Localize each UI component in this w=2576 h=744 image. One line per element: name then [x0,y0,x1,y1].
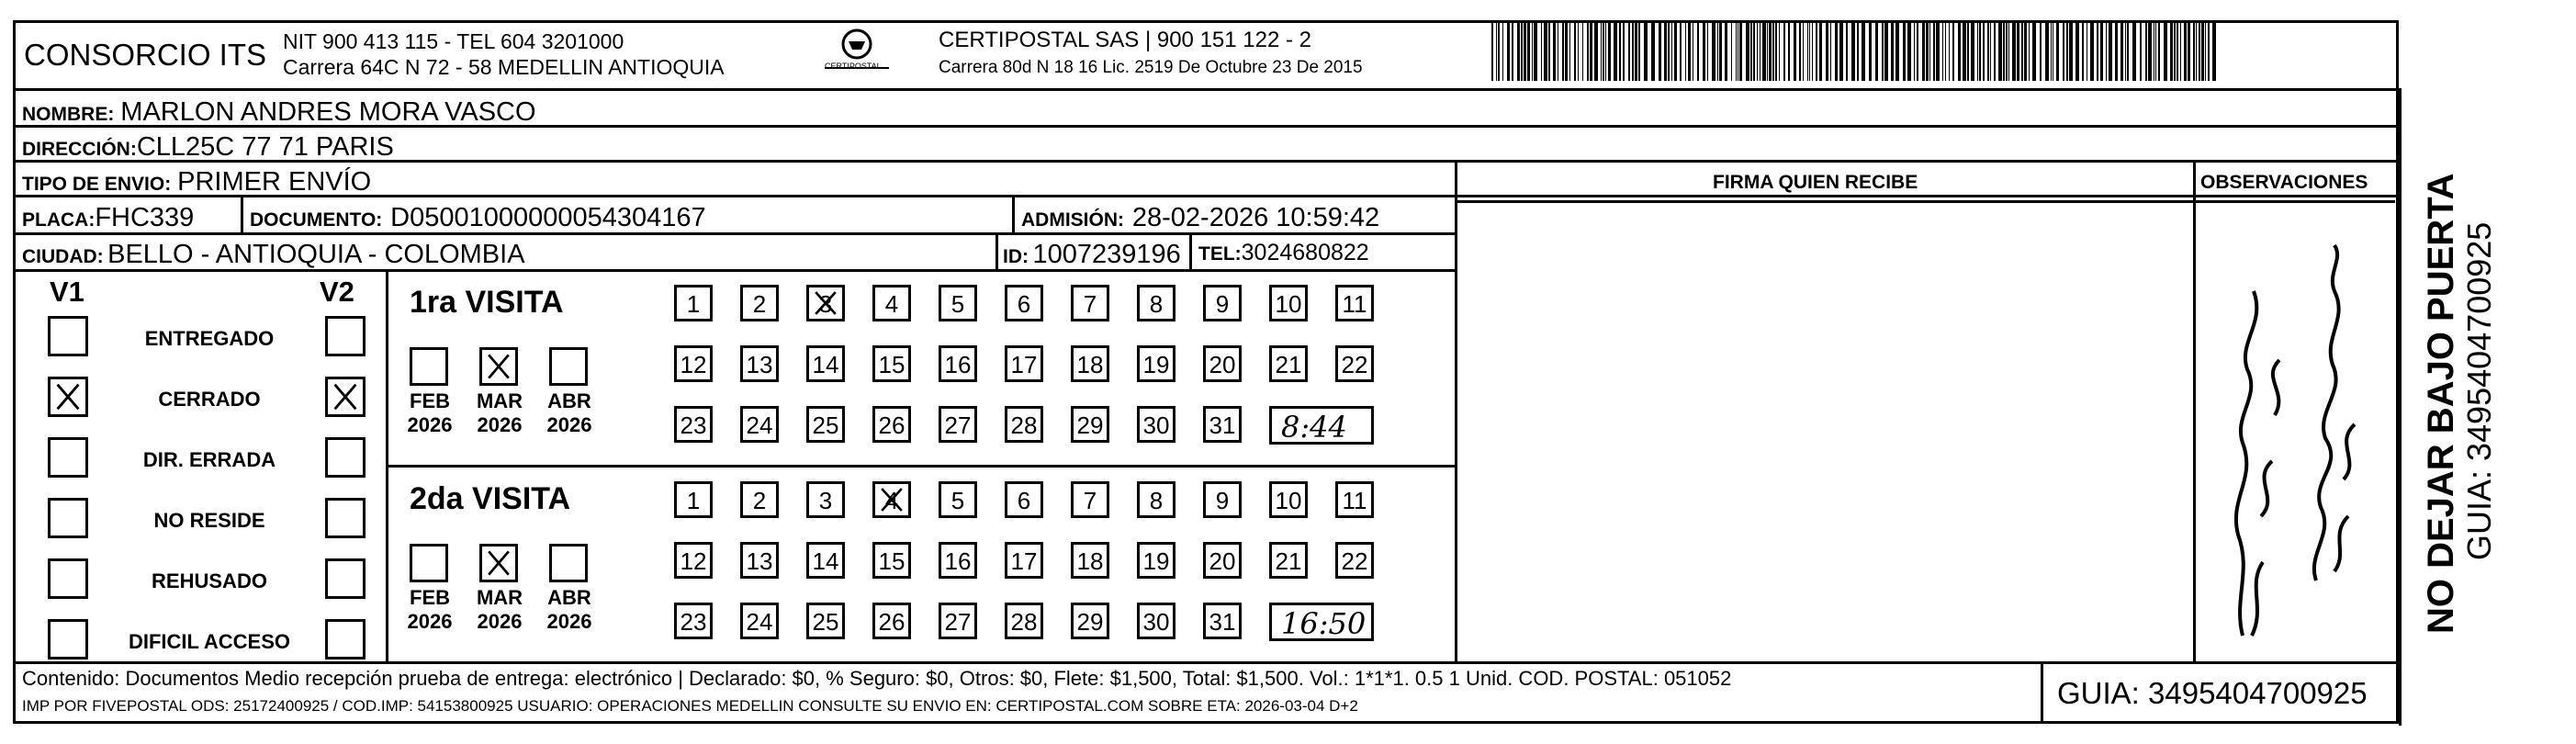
footer-guia: GUIA: 3495404700925 [2057,676,2368,710]
status-v1-checkbox[interactable] [48,316,88,356]
visit-day-box[interactable]: 15 [872,345,911,382]
visit-month-year: 2026 [546,610,592,633]
visit-day-box[interactable]: 12 [674,542,713,579]
visit-month-year: 2026 [407,413,453,436]
direccion-value: CLL25C 77 71 PARIS [136,132,394,162]
tipo-label: TIPO DE ENVIO: [22,174,172,195]
visit-day-box[interactable]: 27 [939,603,977,639]
visit-day-box[interactable]: 20 [1203,345,1242,382]
status-v2-checkbox[interactable] [325,619,366,659]
visit-month-name: FEB [410,389,450,412]
visit-title: 1ra VISITA [410,285,564,320]
visit-month-year: 2026 [407,610,453,633]
visit-day-box[interactable]: 4 [872,481,911,518]
visit-day-box[interactable]: 6 [1005,481,1043,518]
visit-month-checkbox[interactable] [479,544,518,582]
status-label: DIR. ERRADA [142,448,276,471]
visit-day-box[interactable]: 7 [1071,285,1109,321]
logo-text: CERTIPOSTAL [825,62,882,71]
visit-day-box[interactable]: 21 [1269,542,1308,579]
visit-day-box[interactable]: 2 [740,285,779,321]
visit-day-box[interactable]: 28 [1005,406,1043,443]
visit-day-box[interactable]: 29 [1071,603,1109,639]
visit-day-box[interactable]: 23 [674,406,713,443]
visit-time-box[interactable] [1269,406,1374,445]
visit-day-box[interactable]: 5 [939,481,977,518]
visit-day-box[interactable]: 17 [1005,345,1043,382]
visit-month-checkbox[interactable] [410,544,448,582]
visit-day-box[interactable]: 26 [872,406,911,443]
status-v2-checkbox[interactable] [325,437,366,478]
company-name: CONSORCIO ITS [24,38,267,72]
visit-month-checkbox[interactable] [479,347,518,386]
visit-day-box[interactable]: 30 [1137,603,1176,639]
visit-month-name: MAR [476,586,523,609]
nombre-value: MARLON ANDRES MORA VASCO [120,97,536,127]
direccion-label: DIRECCIÓN: [22,139,137,160]
carrier-address: Carrera 80d N 18 16 Lic. 2519 De Octubre 23 De 2015 [939,58,1363,77]
id-value: 1007239196 [1032,240,1181,269]
side-warning: NO DEJAR BAJO PUERTA [2421,173,2461,634]
placa-value: FHC339 [95,203,195,232]
visit-title: 2da VISITA [410,481,571,516]
status-label: NO RESIDE [153,509,265,532]
visit-day-box[interactable]: 27 [939,406,977,443]
visit-day-box[interactable]: 1 [674,285,713,321]
visit-month-name: ABR [547,586,591,609]
visit-time: 8:44 [1281,410,1347,445]
tel-label: TEL: [1198,243,1242,265]
visit-day-box[interactable]: 19 [1137,345,1176,382]
visit-day-box[interactable]: 29 [1071,406,1109,443]
carrier-line: CERTIPOSTAL SAS | 900 151 122 - 2 [939,28,1311,52]
visit-time: 16:50 [1281,606,1367,641]
status-v2-checkbox[interactable] [325,316,366,356]
visit-day-box[interactable]: 30 [1137,406,1176,443]
status-v2-checkbox[interactable] [325,498,366,538]
visit-day-box[interactable]: 13 [740,345,779,382]
visit-day-box[interactable]: 22 [1335,542,1374,579]
company-address: Carrera 64C N 72 - 58 MEDELLIN ANTIOQUIA [283,55,725,79]
visit-day-box[interactable]: 24 [740,603,779,639]
visit-day-box[interactable]: 10 [1269,481,1308,518]
visit-day-box[interactable]: 10 [1269,285,1308,321]
admision-value: 28-02-2026 10:59:42 [1131,203,1380,232]
status-v2-checkbox[interactable] [325,558,366,599]
visit-day-box[interactable]: 24 [740,406,779,443]
visit-day-box[interactable]: 25 [806,603,845,639]
visit-day-box[interactable]: 5 [939,285,977,321]
visit-day-box[interactable]: 16 [939,345,977,382]
visit-day-box[interactable]: 21 [1269,345,1308,382]
status-v2-checkbox[interactable] [325,377,366,417]
ciudad-label: CIUDAD: [22,246,104,267]
visit-day-box[interactable]: 13 [740,542,779,579]
visit-month-name: FEB [410,586,450,609]
visit-day-box[interactable]: 8 [1137,285,1176,321]
visit-day-box[interactable]: 23 [674,603,713,639]
visit-day-box[interactable]: 14 [806,345,845,382]
documento-value: D05001000000054304167 [390,203,706,232]
side-guia: GUIA: 3495404700925 [2460,221,2498,560]
visit-day-box[interactable]: 4 [872,285,911,321]
visit-day-box[interactable]: 18 [1071,542,1109,579]
visit-day-box[interactable]: 9 [1203,481,1242,518]
visit-day-box[interactable]: 14 [806,542,845,579]
status-label: DIFICIL ACCESO [128,630,290,653]
visit-day-box[interactable]: 31 [1203,406,1242,443]
id-label: ID: [1003,246,1029,267]
footer-imp: IMP POR FIVEPOSTAL ODS: 25172400925 / COD.IMP: 54153800925 USUARIO: OPERACIONES MEDELLIN CONSULTE SU ENVIO EN: CERTIPOSTAL.COM SOBRE ETA: 2026-03-04 D+2 [22,697,1358,715]
visit-month-name: ABR [547,389,591,412]
company-nit: NIT 900 413 115 - TEL 604 3201000 [283,29,624,53]
visit-day-box[interactable]: 3 [806,481,845,518]
visit-day-box[interactable]: 20 [1203,542,1242,579]
visit-month-checkbox[interactable] [549,544,588,582]
status-v1-checkbox[interactable] [48,437,88,478]
visit-day-box[interactable]: 11 [1335,285,1374,321]
status-v1-checkbox[interactable] [48,619,88,659]
tel-value: 3024680822 [1241,240,1369,265]
visit-day-box[interactable]: 28 [1005,603,1043,639]
barcode [1491,22,2217,81]
status-label: ENTREGADO [144,327,275,350]
visit-month-year: 2026 [477,413,523,436]
visit-day-box[interactable]: 19 [1137,542,1176,579]
visit-time-box[interactable] [1269,603,1374,641]
visit-day-box[interactable]: 15 [872,542,911,579]
v1-label: V1 [50,276,84,308]
visit-day-box[interactable]: 25 [806,406,845,443]
v2-label: V2 [320,276,354,308]
firma-header: FIRMA QUIEN RECIBE [1713,172,1918,193]
visit-day-box[interactable]: 17 [1005,542,1043,579]
certipostal-logo [816,26,898,79]
visit-day-box[interactable]: 31 [1203,603,1242,639]
visit-month-checkbox[interactable] [549,347,588,386]
visit-day-box[interactable]: 16 [939,542,977,579]
admision-label: ADMISIÓN: [1021,209,1124,231]
status-label: CERRADO [158,388,261,411]
visit-day-box[interactable]: 18 [1071,345,1109,382]
visit-day-box[interactable]: 9 [1203,285,1242,321]
status-label: REHUSADO [152,569,267,592]
visit-month-year: 2026 [477,610,523,633]
visit-day-box[interactable]: 22 [1335,345,1374,382]
observaciones-handwriting [2197,204,2397,659]
visit-day-box[interactable]: 3 [806,285,845,321]
visit-day-box[interactable]: 8 [1137,481,1176,518]
visit-day-box[interactable]: 1 [674,481,713,518]
visit-day-box[interactable]: 2 [740,481,779,518]
ciudad-value: BELLO - ANTIOQUIA - COLOMBIA [107,240,525,269]
visit-month-name: MAR [476,389,523,412]
visit-day-box[interactable]: 26 [872,603,911,639]
placa-label: PLACA: [22,209,96,231]
observaciones-header: OBSERVACIONES [2200,172,2368,193]
nombre-label: NOMBRE: [22,104,115,125]
status-v1-checkbox[interactable] [48,498,88,538]
footer-contenido: Contenido: Documentos Medio recepción prueba de entrega: electrónico | Declarado: $0, % Seguro: $0, Otros: $0, Flete: $1,500, Total: $1,500. Vol.: 1*1*1. 0.5 1 Unid. COD. POSTAL: 051052 [22,667,1732,690]
tipo-value: PRIMER ENVÍO [177,167,372,197]
status-v1-checkbox[interactable] [48,558,88,599]
visit-day-box[interactable]: 11 [1335,481,1374,518]
signature-area[interactable] [1458,203,2191,659]
documento-label: DOCUMENTO: [250,209,383,231]
visit-day-box[interactable]: 12 [674,345,713,382]
status-v1-checkbox[interactable] [48,377,88,417]
visit-day-box[interactable]: 6 [1005,285,1043,321]
visit-day-box[interactable]: 7 [1071,481,1109,518]
visit-month-checkbox[interactable] [410,347,448,386]
visit-month-year: 2026 [546,413,592,436]
